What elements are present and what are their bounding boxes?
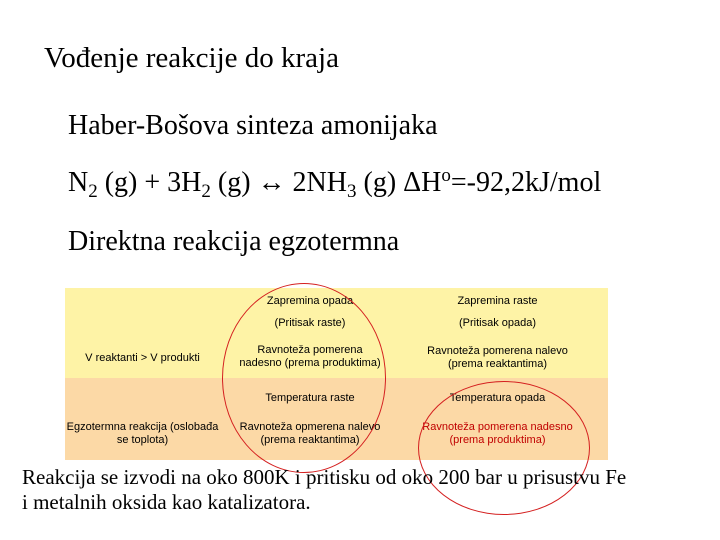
header-pressure-increases: (Pritisak raste) [274, 316, 346, 329]
note-line-1: Reakcija se izvodi na oko 800K i pritisku od oko 200 bar u prisustvu Fe [22, 465, 627, 489]
cell-shift-left-reactants: Ravnoteža pomerena nalevo (prema reaktantima) [427, 345, 568, 370]
slide-subtitle: Haber-Bošova sinteza amonijaka [68, 110, 438, 141]
slide-title: Vođenje reakcije do kraja [44, 42, 339, 74]
eq-superscript: o [441, 165, 451, 186]
cell-temp-shift-right: Ravnoteža pomerena nadesno (prema produktima) [422, 421, 573, 446]
header-volume-increases: Zapremina raste [457, 294, 538, 307]
header-volume-decreases: Zapremina opada [266, 294, 354, 307]
cell-shift-right-products: Ravnoteža pomerena nadesno (prema produktima) [239, 344, 381, 369]
note-line-2: i metalnih oksida kao katalizatora. [22, 490, 311, 514]
eq-n-subscript: 2 [88, 181, 98, 202]
eq-n: N [68, 167, 89, 198]
row-label-exothermic: Egzotermna reakcija (oslobađa se toplota) [66, 421, 219, 446]
direct-reaction-text: Direktna reakcija egzotermna [68, 226, 400, 257]
reaction-equation [68, 165, 602, 202]
equilibrium-table [65, 288, 608, 460]
eq-nh-subscript: 3 [347, 181, 357, 202]
eq-part2: (g) ↔ 2NH [210, 167, 347, 198]
eq-part1: (g) + 3H [97, 167, 202, 198]
eq-h-subscript: 2 [201, 181, 211, 202]
eq-part3: (g) ΔH [356, 167, 442, 198]
eq-part4: =-92,2kJ/mol [450, 167, 602, 198]
header-pressure-decreases: (Pritisak opada) [458, 316, 537, 329]
header-temperature-increases: Temperatura raste [265, 391, 355, 404]
cell-temp-shift-left: Ravnoteža opmerena nalevo (prema reaktantima) [239, 421, 381, 446]
header-temperature-decreases: Temperatura opada [449, 391, 546, 404]
row-label-volume: V reaktanti > V produkti [85, 351, 200, 364]
